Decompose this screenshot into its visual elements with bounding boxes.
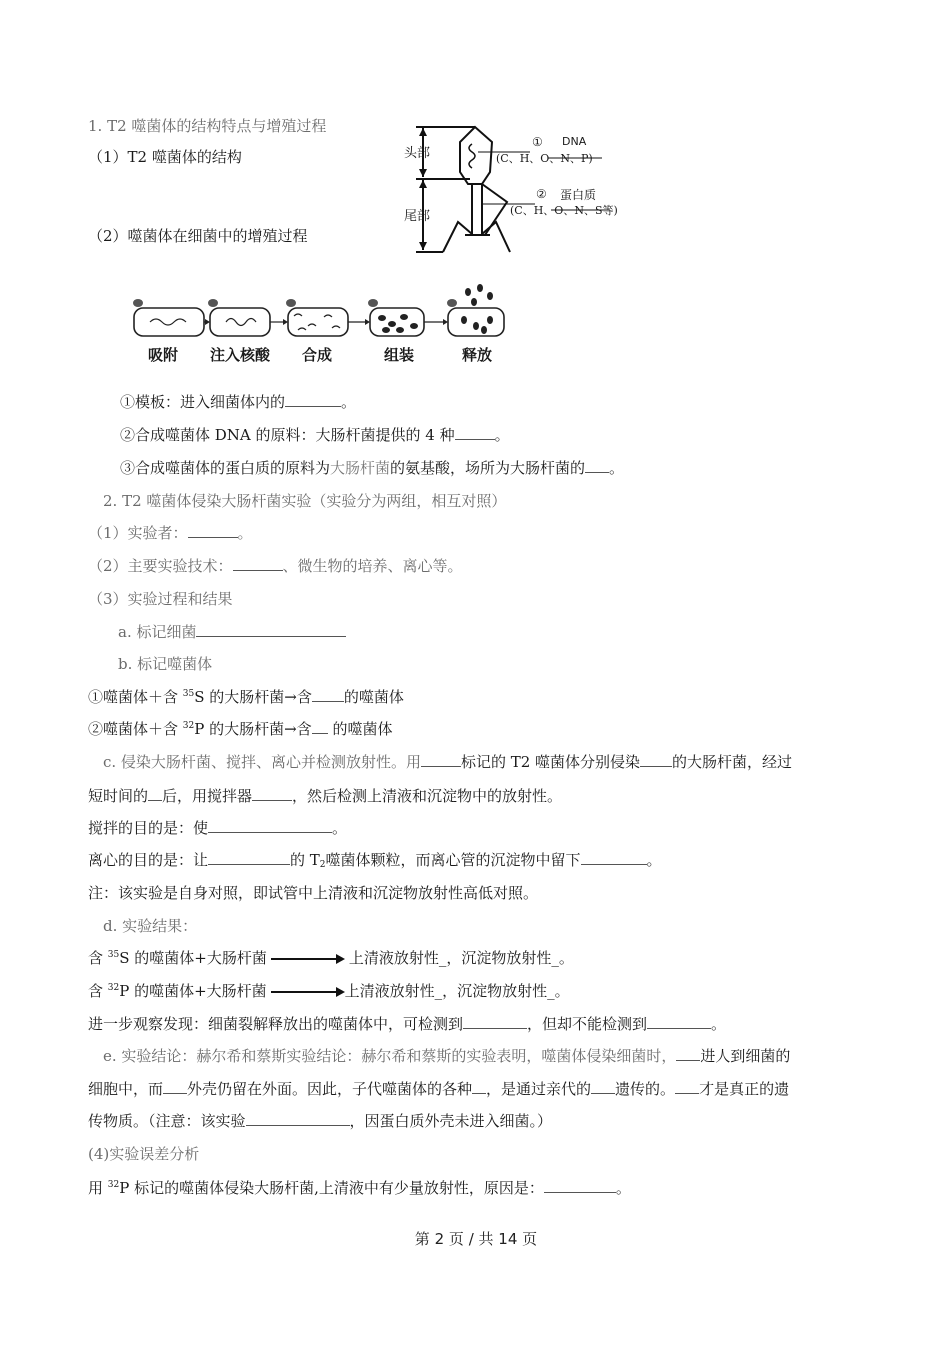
blank-field[interactable] bbox=[163, 1079, 187, 1094]
phage-drawing-icon bbox=[400, 122, 640, 257]
page-footer: 第 2 页 / 共 14 页 bbox=[414, 1230, 538, 1248]
blank-field[interactable] bbox=[233, 556, 283, 571]
item-protein-material: ③合成噬菌体的蛋白质的原料为大肠杆菌的氨基酸，场所为大肠杆菌的 。 bbox=[120, 459, 625, 477]
label-2-elements: (C、H、O、N、S等) bbox=[510, 204, 618, 217]
stir-purpose: 搅拌的目的是：使 。 bbox=[88, 819, 348, 837]
subsection-proliferation: （2）噬菌体在细菌中的增殖过程 bbox=[88, 227, 308, 245]
label-1-elements: (C、H、O、N、P) bbox=[496, 152, 593, 165]
phage-structure-diagram bbox=[400, 122, 640, 257]
step-e-line1: e. 实验结论：赫尔希和蔡斯实验结论：赫尔希和蔡斯的实验表明，噬菌体侵染细菌时， 进人到细菌的 bbox=[103, 1047, 791, 1065]
blank-field[interactable] bbox=[581, 850, 647, 865]
q-technique: （2）主要实验技术： 、微生物的培养、离心等。 bbox=[88, 557, 463, 575]
label-1-name: DNA bbox=[562, 135, 587, 148]
q-experimenter: （1）实验者： 。 bbox=[88, 524, 253, 542]
label-2-name: 蛋白质 bbox=[560, 188, 597, 202]
blank-field[interactable] bbox=[455, 425, 495, 440]
blank-field[interactable] bbox=[676, 1046, 700, 1061]
blank-field[interactable] bbox=[463, 1014, 527, 1029]
label-2-num: ② bbox=[536, 187, 547, 201]
current-page: 2 bbox=[434, 1230, 445, 1248]
blank-field[interactable] bbox=[421, 752, 461, 767]
stage-injection: 注入核酸 bbox=[210, 346, 271, 364]
q-process: （3）实验过程和结果 bbox=[88, 590, 233, 608]
error-reason: 用 $^{32}$P 标记的噬菌体侵染大肠杆菌,上清液中有少量放射性，原因是： 。 bbox=[88, 1179, 631, 1197]
total-pages: 14 bbox=[498, 1230, 518, 1248]
blank-field[interactable] bbox=[472, 1079, 486, 1094]
blank-field[interactable] bbox=[591, 1079, 615, 1094]
item-template: ①模板：进入细菌体内的 。 bbox=[120, 393, 357, 411]
stage-assembly: 组装 bbox=[384, 346, 415, 364]
blank-field[interactable] bbox=[252, 786, 292, 801]
q-error-analysis: (4)实验误差分析 bbox=[88, 1145, 200, 1163]
step-d: d. 实验结果： bbox=[103, 917, 198, 935]
tail-label: 尾部 bbox=[404, 209, 431, 224]
step-e-line3: 传物质。（注意：该实验 ，因蛋白质外壳未进入细菌。） bbox=[88, 1112, 553, 1130]
blank-field[interactable] bbox=[208, 850, 290, 865]
label-1-num: ① bbox=[532, 135, 543, 149]
blank-field[interactable] bbox=[312, 719, 328, 734]
section-1-title: 1. T2 噬菌体的结构特点与增殖过程 bbox=[88, 117, 327, 135]
blank-field[interactable] bbox=[246, 1111, 350, 1126]
blank-field[interactable] bbox=[312, 687, 344, 702]
step-b2: ②噬菌体＋含 $^{32}$P 的大肠杆菌→含 的噬菌体 bbox=[88, 720, 393, 738]
stage-synthesis: 合成 bbox=[302, 346, 333, 364]
step-b1: ①噬菌体＋含 $^{35}$S 的大肠杆菌→含 的噬菌体 bbox=[88, 688, 404, 706]
stage-adsorption: 吸附 bbox=[148, 346, 179, 364]
result-32p: 含 $^{32}$P 的噬菌体+大肠杆菌 上清液放射性_，沉淀物放射性_。 bbox=[88, 982, 570, 1000]
blank-field[interactable] bbox=[585, 458, 609, 473]
subsection-structure: （1）T2 噬菌体的结构 bbox=[88, 148, 242, 166]
arrow-icon bbox=[271, 987, 345, 997]
item-dna-material: ②合成噬菌体 DNA 的原料：大肠杆菌提供的 4 种 。 bbox=[120, 426, 510, 444]
step-e-line2: 细胞中，而 外壳仍留在外面。因此，子代噬菌体的各种 ，是通过亲代的 遗传的。 才是真正的遗 bbox=[88, 1080, 790, 1098]
blank-field[interactable] bbox=[208, 818, 332, 833]
further-observation: 进一步观察发现：细菌裂解释放出的噬菌体中，可检测到 ，但却不能检测到 。 bbox=[88, 1015, 727, 1033]
stage-release: 释放 bbox=[462, 346, 493, 364]
section-2-title: 2. T2 噬菌体侵染大肠杆菌实验（实验分为两组，相互对照） bbox=[103, 492, 507, 510]
blank-field[interactable] bbox=[675, 1079, 699, 1094]
step-c-line2: 短时间的 后，用搅拌器 ，然后检测上清液和沉淀物中的放射性。 bbox=[88, 787, 563, 805]
note-self-control: 注：该实验是自身对照，即试管中上清液和沉淀物放射性高低对照。 bbox=[88, 884, 539, 902]
blank-field[interactable] bbox=[544, 1178, 616, 1193]
blank-field[interactable] bbox=[285, 392, 341, 407]
proliferation-stages-icon bbox=[128, 284, 528, 342]
blank-field[interactable] bbox=[640, 752, 672, 767]
blank-field[interactable] bbox=[188, 523, 238, 538]
centrifuge-purpose: 离心的目的是：让 的 $T_2$噬菌体颗粒，而离心管的沉淀物中留下 。 bbox=[88, 851, 662, 870]
arrow-icon bbox=[271, 954, 345, 964]
step-b: b. 标记噬菌体 bbox=[118, 655, 213, 673]
proliferation-diagram bbox=[128, 284, 528, 369]
step-c-line1: c. 侵染大肠杆菌、搅拌、离心并检测放射性。用 标记的 T2 噬菌体分别侵染 的大肠杆菌，经过 bbox=[103, 753, 793, 771]
blank-field[interactable] bbox=[196, 622, 346, 637]
head-label: 头部 bbox=[404, 146, 431, 161]
step-a: a. 标记细菌 bbox=[118, 622, 346, 642]
blank-field[interactable] bbox=[647, 1014, 711, 1029]
blank-field[interactable] bbox=[148, 786, 162, 801]
result-35s: 含 $^{35}$S 的噬菌体+大肠杆菌 上清液放射性_，沉淀物放射性_。 bbox=[88, 949, 574, 967]
